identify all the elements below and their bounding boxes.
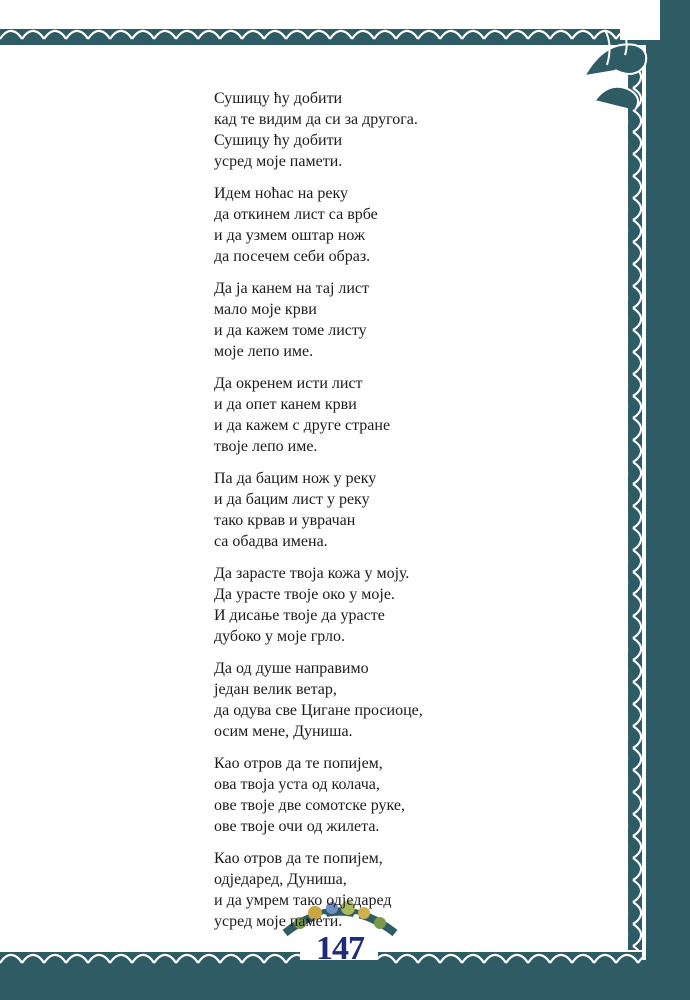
poem-line: један велик ветар, — [214, 681, 337, 698]
poem-line: усред моје памети. — [214, 153, 343, 170]
stanza — [214, 468, 594, 552]
poem-line: и да умрем тако одједаред — [214, 892, 392, 909]
stanza — [214, 278, 594, 362]
stanza — [214, 658, 594, 742]
poem-line: Сушицу ћу добити — [214, 90, 343, 107]
page-number: 147 — [316, 930, 364, 967]
poem-line: Да ја канем на тај лист — [214, 280, 370, 297]
poem-line: да посечем себи образ. — [214, 248, 371, 265]
poem-line: Па да бацим нож у реку — [214, 470, 377, 487]
poem-line: и да опет канем крви — [214, 396, 357, 413]
poem-line: Као отров да те попијем, — [214, 755, 383, 772]
poem-line: и да узмем оштар нож — [214, 227, 366, 244]
poem-line: осим мене, Дуниша. — [214, 723, 353, 740]
poem-line: Сушицу ћу добити — [214, 132, 343, 149]
stanza — [214, 183, 594, 267]
poem-line: ова твоја уста од колача, — [214, 776, 380, 793]
poem-line: Као отров да те попијем, — [214, 850, 383, 867]
poem-line: мало моје крви — [214, 301, 317, 318]
poem-line: твоје лепо име. — [214, 438, 318, 455]
poem-line: и да кажем томе листу — [214, 322, 367, 339]
poem-line: кад те видим да си за другога. — [214, 111, 418, 128]
poem-line: одједаред, Дуниша, — [214, 871, 347, 888]
poem-line: са обадва имена. — [214, 533, 328, 550]
stanza — [214, 848, 594, 932]
poem-line: Да окренем исти лист — [214, 375, 363, 392]
stanza — [214, 753, 594, 837]
poem-line: Идем ноћас на реку — [214, 185, 348, 202]
poem — [214, 88, 594, 943]
poem-line: Да зарасте твоја кожа у моју. — [214, 565, 410, 582]
poem-line: Да од душе направимо — [214, 660, 369, 677]
poem-line: и да кажем с друге стране — [214, 417, 391, 434]
poem-line: да одува све Цигане просиоце, — [214, 702, 423, 719]
stanza — [214, 88, 594, 172]
stanza — [214, 373, 594, 457]
poem-line: тако крвав и уврачан — [214, 512, 356, 529]
poem-line: и да бацим лист у реку — [214, 491, 370, 508]
poem-line: дубоко у моје грло. — [214, 628, 346, 645]
poem-line: Да урасте твоје око у моје. — [214, 586, 395, 603]
poem-line: да откинем лист са врбе — [214, 206, 378, 223]
poem-line: И дисање твоје да урасте — [214, 607, 385, 624]
poem-line: усред моје памети. — [214, 913, 343, 930]
poem-line: ове твоје очи од жилета. — [214, 818, 380, 835]
poem-line: моје лепо име. — [214, 343, 314, 360]
poem-line: ове твоје две сомотске руке, — [214, 797, 405, 814]
stanza — [214, 563, 594, 647]
